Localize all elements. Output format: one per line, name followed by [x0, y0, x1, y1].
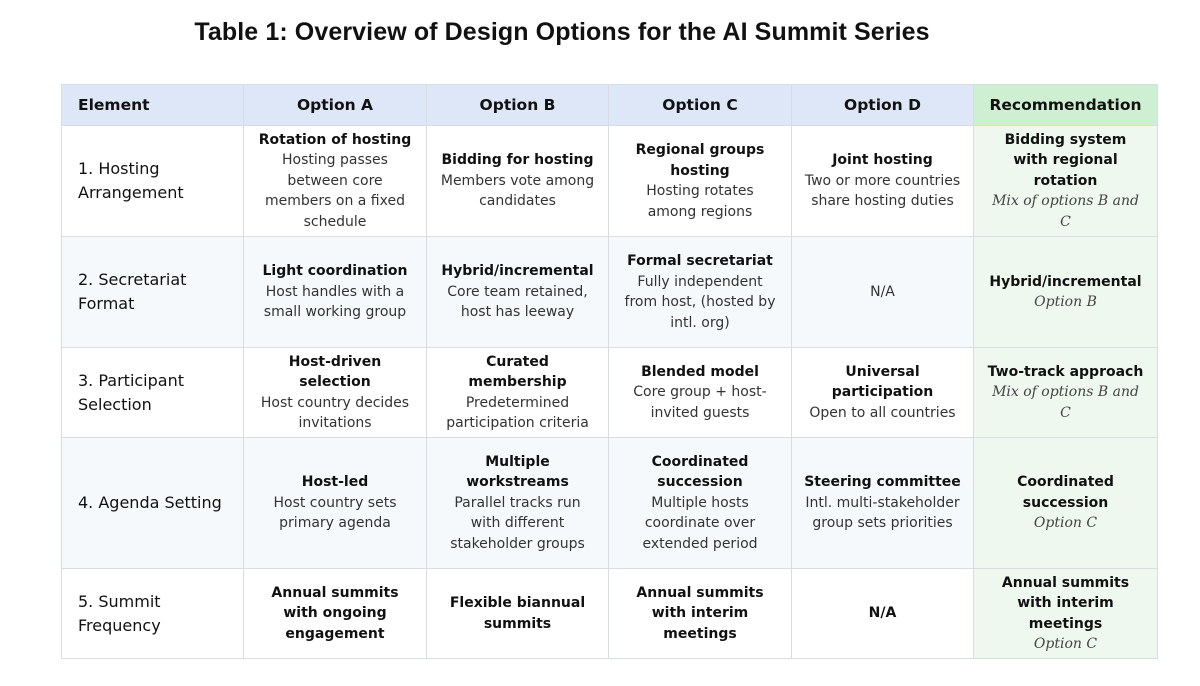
header-option-a: Option A [244, 85, 427, 126]
recommendation-cell [974, 237, 1158, 348]
recommendation-note: Option C [1033, 515, 1098, 532]
option-title: Light coordination [262, 263, 408, 280]
element-cell: 2. Secretariat Format [62, 237, 244, 348]
option-title: Rotation of hosting [258, 131, 412, 148]
option-a-cell [244, 237, 427, 348]
element-cell: 4. Agenda Setting [62, 438, 244, 569]
table-row [62, 569, 1158, 659]
option-title: Regional groups hosting [635, 142, 765, 179]
option-c-cell [609, 569, 792, 659]
element-cell: 1. Hosting Arrangement [62, 126, 244, 237]
option-description: Hosting rotates among regions [646, 183, 754, 220]
option-title: Multiple workstreams [466, 453, 569, 491]
option-title: Host-led [301, 474, 369, 491]
option-title: Universal participation [831, 363, 934, 401]
option-title: Curated membership [468, 353, 567, 390]
option-c-cell [609, 348, 792, 438]
recommendation-cell [974, 569, 1158, 659]
header-option-b: Option B [427, 85, 609, 126]
option-c-cell [609, 237, 792, 348]
option-a-cell [244, 569, 427, 659]
header-option-c: Option C [609, 85, 792, 126]
recommendation-title: Coordinated succession [1017, 474, 1114, 511]
design-options-table [61, 84, 1158, 659]
table-row [62, 126, 1158, 237]
option-description: Host country sets primary agenda [273, 494, 397, 532]
option-description: Hosting passes between core members on a fixed schedule [265, 152, 405, 230]
option-title: Coordinated succession [651, 453, 749, 491]
table-row [62, 237, 1158, 348]
option-description: Host country decides invitations [260, 394, 410, 431]
option-b-cell [427, 348, 609, 438]
option-description: Host handles with a small working group [263, 283, 407, 321]
option-title: Blended model [641, 363, 759, 380]
option-b-cell [427, 237, 609, 348]
recommendation-cell [974, 348, 1158, 438]
recommendation-cell [974, 438, 1158, 569]
option-b-cell [427, 569, 609, 659]
header-option-d: Option D [792, 85, 974, 126]
header-element: Element [62, 85, 244, 126]
option-b-cell [427, 438, 609, 569]
option-title: Formal secretariat [627, 253, 773, 269]
option-title: Flexible biannual summits [449, 595, 586, 632]
option-b-cell [427, 126, 609, 237]
table-header-row [62, 85, 1158, 126]
recommendation-title: Bidding system with regional rotation [1004, 131, 1127, 189]
not-applicable-text: N/A [870, 283, 895, 300]
recommendation-note: Mix of options B and C [992, 384, 1139, 421]
option-a-cell [244, 348, 427, 438]
recommendation-title: Annual summits with interim meetings [1001, 574, 1130, 632]
option-title: Steering committee [804, 474, 961, 491]
option-description: Parallel tracks run with different stakeholder groups [450, 494, 585, 552]
recommendation-note: Mix of options B and C [992, 193, 1139, 230]
option-description: Predetermined participation criteria [446, 394, 589, 431]
not-applicable-text: N/A [868, 605, 897, 622]
option-title: Bidding for hosting [441, 152, 594, 169]
option-description: Core group + host-invited guests [633, 384, 767, 421]
table-row [62, 438, 1158, 569]
option-d-cell [792, 348, 974, 438]
element-cell: 5. Summit Frequency [62, 569, 244, 659]
header-recommendation: Recommendation [974, 85, 1158, 126]
option-a-cell [244, 126, 427, 237]
option-title: Joint hosting [832, 152, 933, 169]
option-description: Intl. multi-stakeholder group sets priorities [805, 494, 960, 532]
option-d-cell [792, 438, 974, 569]
option-d-cell [792, 126, 974, 237]
option-c-cell [609, 126, 792, 237]
option-title: Host-driven selection [288, 353, 382, 390]
recommendation-title: Hybrid/incremental [989, 273, 1142, 290]
table-row [62, 348, 1158, 438]
recommendation-title: Two-track approach [987, 363, 1144, 380]
option-c-cell [609, 438, 792, 569]
option-description: Members vote among candidates [440, 172, 595, 210]
option-description: Open to all countries [809, 404, 956, 421]
recommendation-note: Option C [1033, 636, 1098, 652]
table-title: Table 1: Overview of Design Options for the AI Summit Series [194, 18, 930, 46]
option-description: Core team retained, host has leeway [447, 283, 588, 321]
option-d-cell [792, 569, 974, 659]
option-title: Annual summits with interim meetings [636, 584, 764, 642]
recommendation-note: Option B [1034, 294, 1097, 310]
option-description: Two or more countries share hosting duties [804, 172, 961, 210]
option-d-cell [792, 237, 974, 348]
recommendation-cell [974, 126, 1158, 237]
element-cell: 3. Participant Selection [62, 348, 244, 438]
option-title: Annual summits with ongoing engagement [271, 584, 399, 642]
option-a-cell [244, 438, 427, 569]
option-title: Hybrid/incremental [441, 263, 594, 280]
option-description: Fully independent from host, (hosted by intl. org) [624, 273, 776, 331]
option-description: Multiple hosts coordinate over extended period [642, 494, 758, 552]
